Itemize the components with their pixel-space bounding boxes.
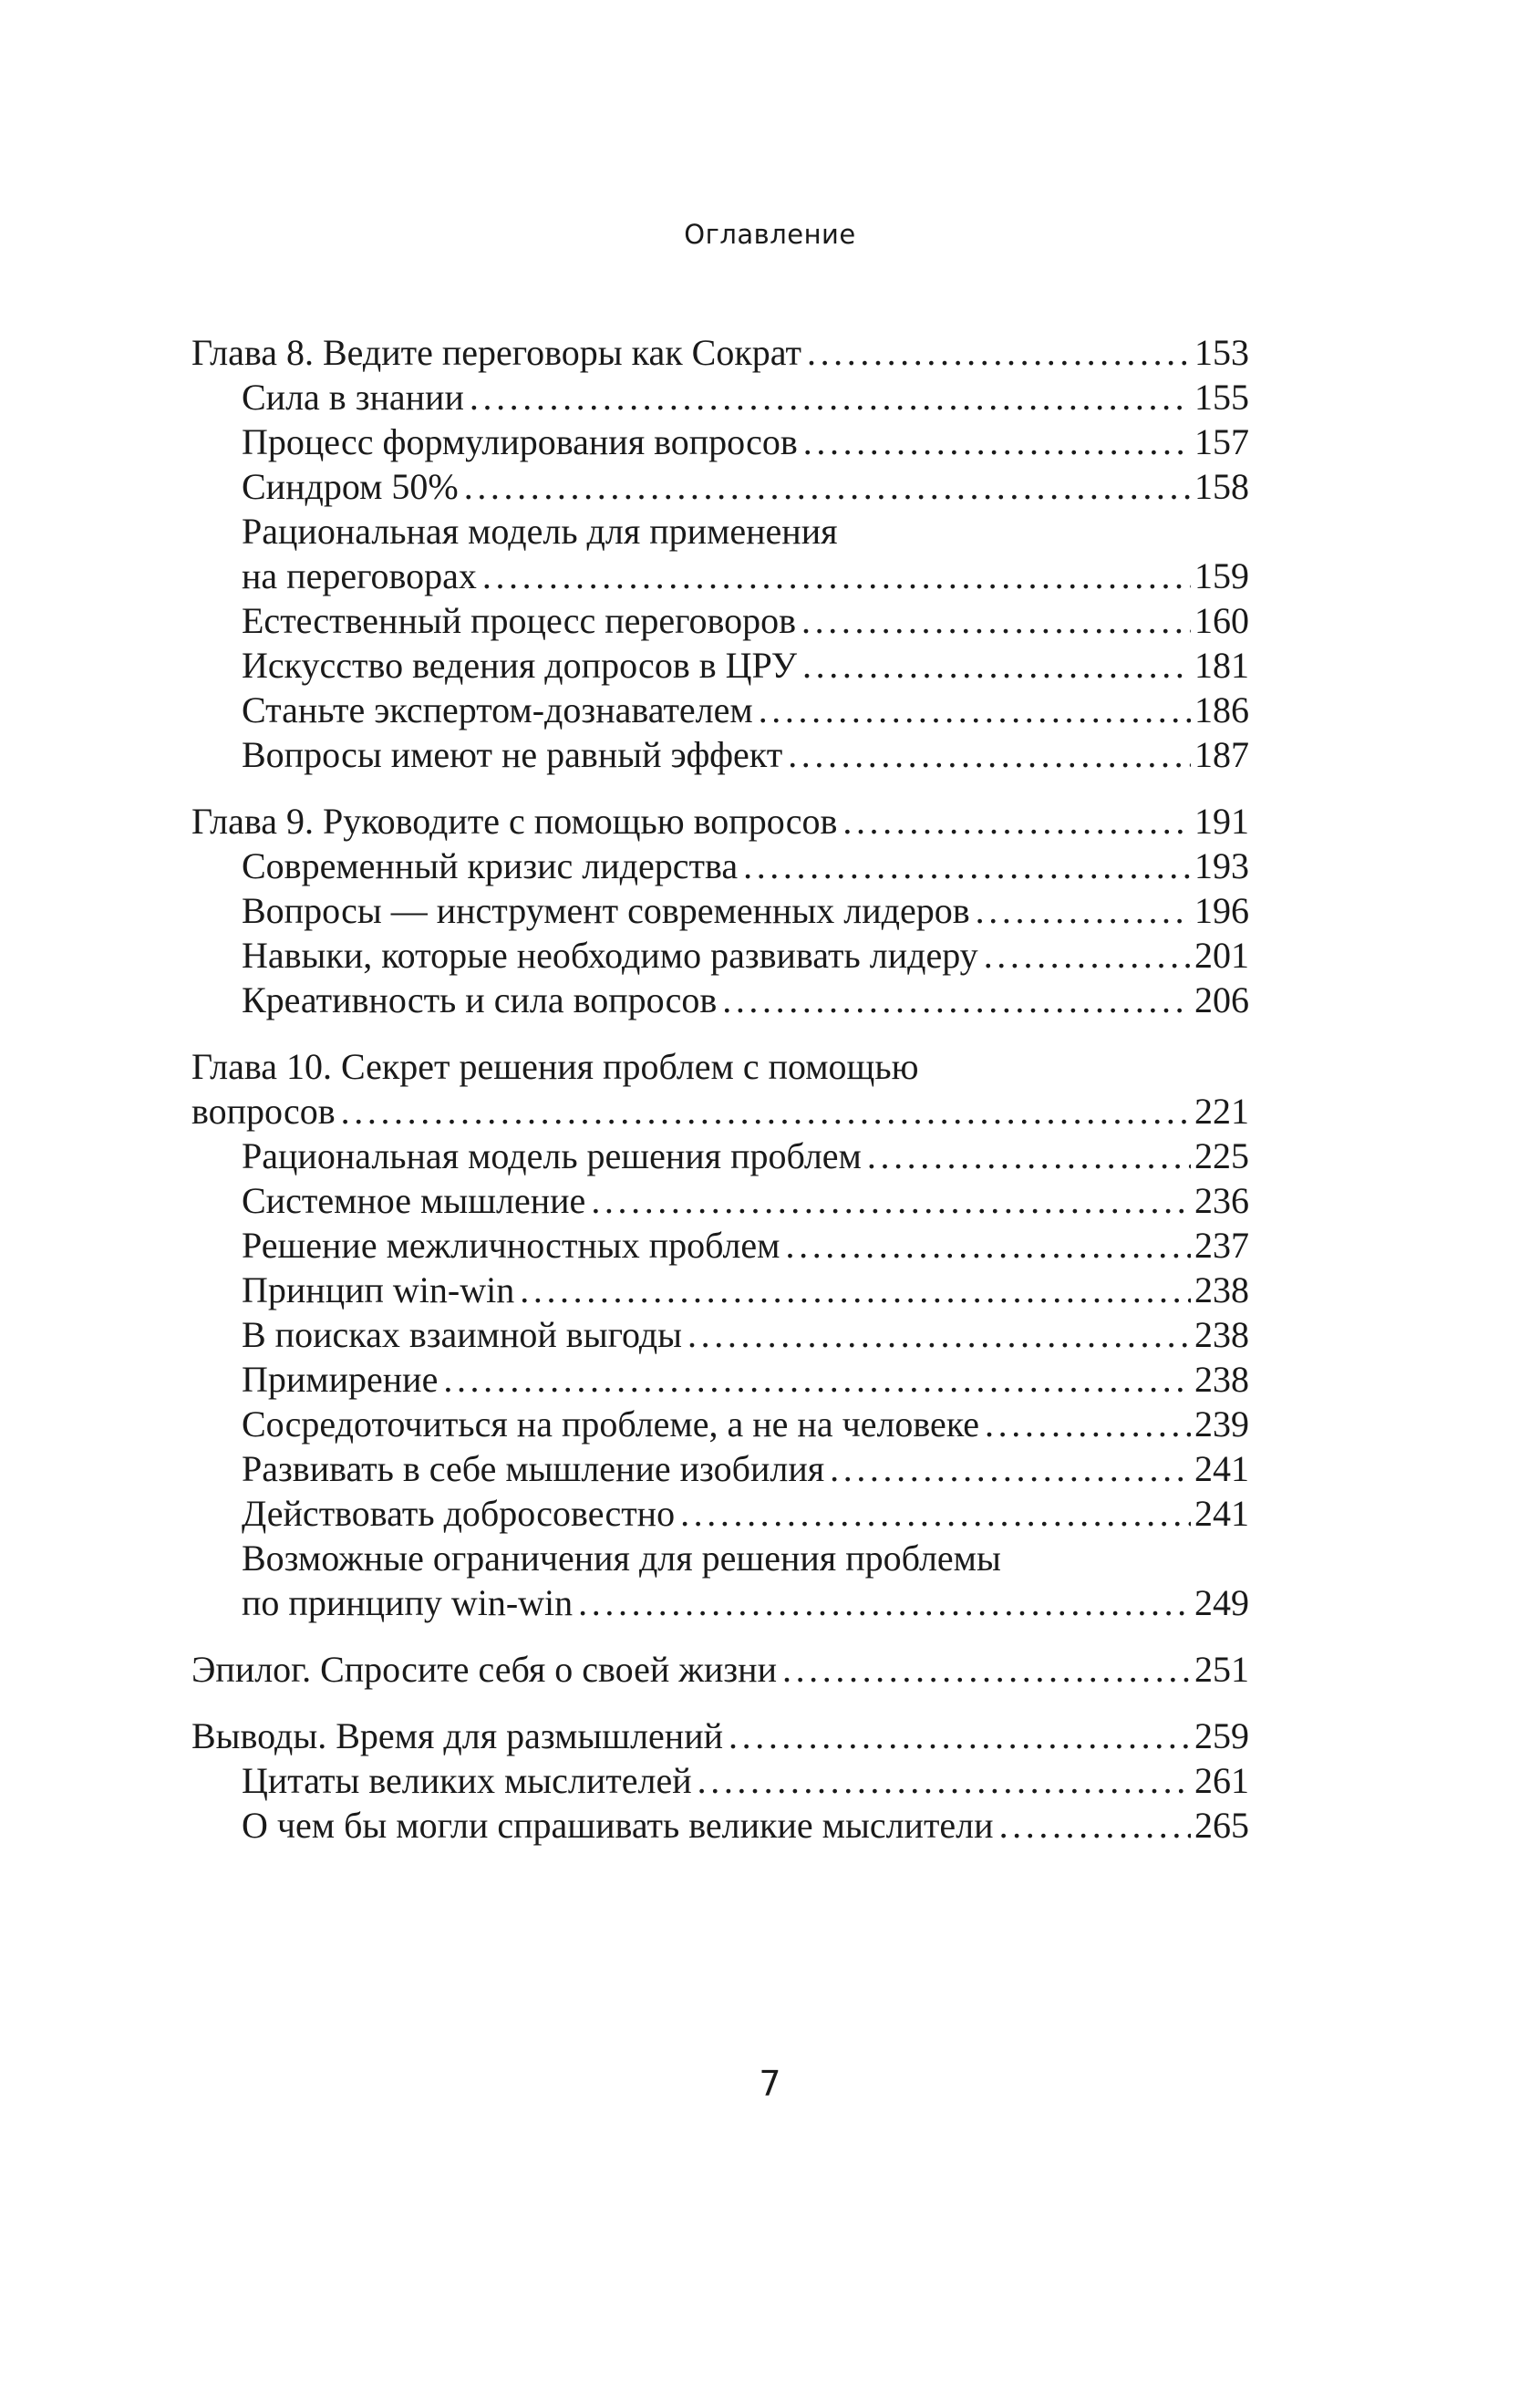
running-head: Оглавление (684, 219, 856, 250)
toc-entry-title: Выводы. Время для размышлений (191, 1715, 724, 1756)
dot-leader (591, 1178, 1191, 1223)
toc-line (191, 1446, 1249, 1491)
dot-leader (520, 1268, 1191, 1312)
toc-entry-title: Креативность и сила вопросов (242, 979, 718, 1020)
toc-entry-title: вопросов (191, 1091, 336, 1132)
table-of-contents (191, 330, 1249, 1869)
toc-section-entry[interactable] (191, 1758, 1249, 1803)
toc-page-number: 191 (1194, 801, 1249, 842)
toc-page-number: 236 (1194, 1180, 1249, 1221)
toc-line (191, 978, 1249, 1022)
toc-entry-title: О чем бы могли спрашивать великие мыслители (242, 1805, 994, 1846)
toc-entry-title: Цитаты великих мыслителей (242, 1760, 692, 1801)
toc-entry-title: Глава 9. Руководите с помощью вопросов (191, 801, 838, 842)
toc-line (191, 1580, 1249, 1625)
toc-entry-title: Рациональная модель для применения (242, 511, 838, 552)
toc-line (191, 688, 1249, 732)
toc-entry-title: Процесс формулирования вопросов (242, 421, 798, 462)
toc-entry-title: Глава 10. Секрет решения проблем с помощью (191, 1046, 919, 1087)
toc-entry-title: Вопросы имеют не равный эффект (242, 734, 783, 775)
toc-page-number: 265 (1194, 1805, 1249, 1846)
toc-page-number: 186 (1194, 689, 1249, 730)
toc-section-entry[interactable] (191, 888, 1249, 933)
toc-line (191, 1268, 1249, 1312)
dot-leader (729, 1714, 1191, 1758)
toc-section-entry[interactable] (191, 1312, 1249, 1357)
toc-page-number: 241 (1194, 1493, 1249, 1534)
dot-leader (722, 978, 1191, 1022)
toc-section-entry[interactable] (191, 688, 1249, 732)
toc-line (191, 799, 1249, 844)
toc-line (191, 1134, 1249, 1178)
toc-section-entry[interactable] (191, 1357, 1249, 1402)
toc-section-entry[interactable] (191, 844, 1249, 888)
toc-line (191, 1357, 1249, 1402)
toc-line (191, 375, 1249, 419)
toc-chapter-entry[interactable] (191, 330, 1249, 375)
toc-page-number: 157 (1194, 421, 1249, 462)
toc-chapter-entry[interactable] (191, 1044, 1249, 1134)
toc-page-number: 238 (1194, 1359, 1249, 1400)
toc-section-entry[interactable] (191, 1223, 1249, 1268)
toc-chapter-entry[interactable] (191, 799, 1249, 844)
toc-section-entry[interactable] (191, 732, 1249, 777)
toc-line (191, 598, 1249, 643)
toc-line (191, 1223, 1249, 1268)
dot-leader (470, 375, 1191, 419)
toc-section-entry[interactable] (191, 643, 1249, 688)
toc-line (191, 330, 1249, 375)
toc-section-entry[interactable] (191, 1268, 1249, 1312)
dot-leader (807, 330, 1191, 375)
toc-page-number: 259 (1194, 1715, 1249, 1756)
toc-line (191, 844, 1249, 888)
toc-line (191, 509, 1249, 554)
toc-line (191, 1312, 1249, 1357)
dot-leader (482, 554, 1191, 598)
toc-page-number: 193 (1194, 845, 1249, 886)
toc-section-entry[interactable] (191, 1446, 1249, 1491)
toc-page-number: 261 (1194, 1760, 1249, 1801)
toc-page-number: 181 (1194, 645, 1249, 686)
toc-page-number: 206 (1194, 979, 1249, 1020)
dot-leader (985, 1402, 1191, 1446)
toc-page-number: 158 (1194, 466, 1249, 507)
toc-line (191, 1803, 1249, 1848)
dot-leader (803, 419, 1191, 464)
toc-page-number: 238 (1194, 1269, 1249, 1310)
toc-entry-title: Синдром 50% (242, 466, 459, 507)
dot-leader (984, 933, 1191, 978)
toc-page-number: 251 (1194, 1649, 1249, 1690)
toc-entry-title: Развивать в себе мышление изобилия (242, 1448, 825, 1489)
toc-line (191, 643, 1249, 688)
toc-entry-title: Вопросы — инструмент современных лидеров (242, 890, 970, 931)
dot-leader (759, 688, 1191, 732)
toc-page-number: 187 (1194, 734, 1249, 775)
toc-page-number: 201 (1194, 935, 1249, 976)
toc-line (191, 1536, 1249, 1580)
toc-entry-title: Станьте экспертом-дознавателем (242, 689, 753, 730)
toc-line (191, 1647, 1249, 1692)
toc-group (191, 799, 1249, 1022)
toc-section-entry[interactable] (191, 1536, 1249, 1625)
toc-chapter-entry[interactable] (191, 1647, 1249, 1692)
toc-entry-title: Системное мышление (242, 1180, 586, 1221)
toc-page-number: 159 (1194, 555, 1249, 596)
dot-leader (842, 799, 1191, 844)
toc-entry-title: В поисках взаимной выгоды (242, 1314, 683, 1355)
toc-line (191, 1491, 1249, 1536)
toc-section-entry[interactable] (191, 598, 1249, 643)
dot-leader (680, 1491, 1191, 1536)
toc-page-number: 160 (1194, 600, 1249, 641)
toc-line (191, 1758, 1249, 1803)
toc-line (191, 464, 1249, 509)
dot-leader (802, 643, 1191, 688)
toc-chapter-entry[interactable] (191, 1714, 1249, 1758)
toc-line (191, 1044, 1249, 1089)
toc-section-entry[interactable] (191, 1491, 1249, 1536)
toc-section-entry[interactable] (191, 1803, 1249, 1848)
dot-leader (578, 1580, 1191, 1625)
dot-leader (443, 1357, 1191, 1402)
dot-leader (801, 598, 1191, 643)
toc-section-entry[interactable] (191, 419, 1249, 464)
dot-leader (743, 844, 1191, 888)
toc-section-entry[interactable] (191, 1134, 1249, 1178)
toc-section-entry[interactable] (191, 375, 1249, 419)
toc-page-number: 196 (1194, 890, 1249, 931)
toc-group (191, 1647, 1249, 1692)
toc-entry-title: Современный кризис лидерства (242, 845, 739, 886)
dot-leader (464, 464, 1191, 509)
toc-entry-title: Навыки, которые необходимо развивать лидеру (242, 935, 978, 976)
toc-line (191, 1178, 1249, 1223)
toc-entry-title: Естественный процесс переговоров (242, 600, 797, 641)
toc-line (191, 1402, 1249, 1446)
dot-leader (786, 1223, 1192, 1268)
toc-entry-title: Сила в знании (242, 377, 464, 418)
toc-section-entry[interactable] (191, 1178, 1249, 1223)
toc-entry-title: Возможные ограничения для решения проблемы (242, 1538, 1001, 1579)
page-number: 7 (759, 2064, 781, 2104)
toc-page-number: 153 (1194, 332, 1249, 373)
toc-page-number: 225 (1194, 1135, 1249, 1176)
toc-entry-title: Эпилог. Спросите себя о своей жизни (191, 1649, 777, 1690)
toc-group (191, 330, 1249, 777)
toc-page-number: 221 (1194, 1091, 1249, 1132)
toc-page-number: 237 (1194, 1225, 1249, 1266)
toc-entry-title: Искусство ведения допросов в ЦРУ (242, 645, 798, 686)
toc-entry-title: по принципу win-win (242, 1582, 574, 1623)
dot-leader (830, 1446, 1191, 1491)
toc-group (191, 1044, 1249, 1625)
dot-leader (341, 1089, 1191, 1134)
toc-group (191, 1714, 1249, 1848)
toc-section-entry[interactable] (191, 978, 1249, 1022)
dot-leader (999, 1803, 1191, 1848)
toc-entry-title: Глава 8. Ведите переговоры как Сократ (191, 332, 801, 373)
toc-section-entry[interactable] (191, 464, 1249, 509)
toc-line (191, 1714, 1249, 1758)
toc-line (191, 419, 1249, 464)
dot-leader (782, 1647, 1191, 1692)
dot-leader (976, 888, 1191, 933)
dot-leader (687, 1312, 1191, 1357)
toc-line (191, 933, 1249, 978)
dot-leader (867, 1134, 1191, 1178)
toc-page-number: 249 (1194, 1582, 1249, 1623)
toc-page-number: 238 (1194, 1314, 1249, 1355)
toc-section-entry[interactable] (191, 933, 1249, 978)
toc-entry-title: Сосредоточиться на проблеме, а не на человеке (242, 1403, 980, 1445)
toc-line (191, 732, 1249, 777)
dot-leader (698, 1758, 1191, 1803)
toc-line (191, 554, 1249, 598)
toc-section-entry[interactable] (191, 1402, 1249, 1446)
toc-entry-title: Примирение (242, 1359, 439, 1400)
dot-leader (788, 732, 1191, 777)
toc-line (191, 1089, 1249, 1134)
toc-entry-title: Принцип win-win (242, 1269, 515, 1310)
toc-section-entry[interactable] (191, 509, 1249, 598)
toc-entry-title: Решение межличностных проблем (242, 1225, 780, 1266)
toc-page-number: 155 (1194, 377, 1249, 418)
toc-entry-title: Действовать добросовестно (242, 1493, 676, 1534)
toc-entry-title: на переговорах (242, 555, 477, 596)
toc-page-number: 241 (1194, 1448, 1249, 1489)
toc-line (191, 888, 1249, 933)
toc-page-number: 239 (1194, 1403, 1249, 1445)
toc-entry-title: Рациональная модель решения проблем (242, 1135, 862, 1176)
